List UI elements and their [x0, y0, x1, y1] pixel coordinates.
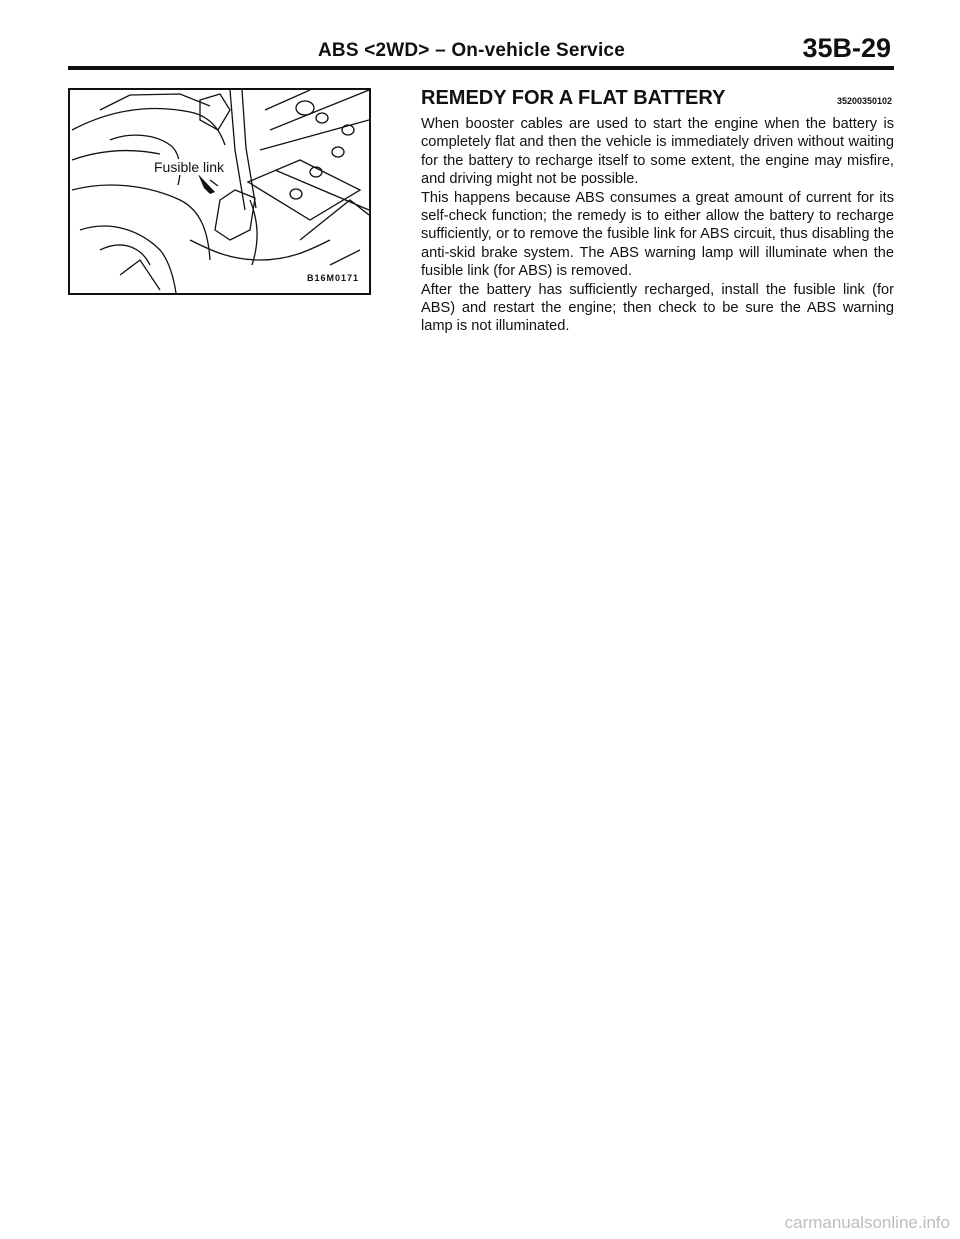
- fusible-link-callout: Fusible link: [154, 159, 225, 175]
- battery-line-drawing: [70, 90, 369, 293]
- paragraph-symptom: When booster cables are used to start the engine when the battery is completely flat and then the vehicle is immediately driven without waiting for the battery to recharge itself to some extent, the engine may misfire, and driving might not be possible.: [421, 116, 894, 188]
- section-title: REMEDY FOR A FLAT BATTERY: [421, 87, 726, 109]
- figure-code: B16M0171: [306, 273, 359, 283]
- page-number: 35B-29: [802, 33, 891, 63]
- battery-illustration: [68, 88, 371, 295]
- section-code: 35200350102: [836, 96, 892, 106]
- footer-watermark[interactable]: carmanualsonline.info: [784, 1213, 950, 1232]
- paragraph-cause-remedy: This happens because ABS consumes a great amount of current for its self-check function; the remedy is to either allow the battery to recharge sufficiently, or to remove the fusible link for ABS circuit, thus disabling the anti-skid brake system. The ABS warning lamp will illuminate when the fusible link (for ABS) is removed.: [421, 189, 894, 280]
- paragraph-restore: After the battery has sufficiently recharged, install the fusible link (for ABS) and restart the engine; then check to be sure the ABS warning lamp is not illuminated.: [421, 281, 894, 335]
- header-title: ABS <2WD> – On-vehicle Service: [318, 40, 625, 61]
- section-body: [421, 115, 894, 336]
- header-rule: [68, 66, 894, 70]
